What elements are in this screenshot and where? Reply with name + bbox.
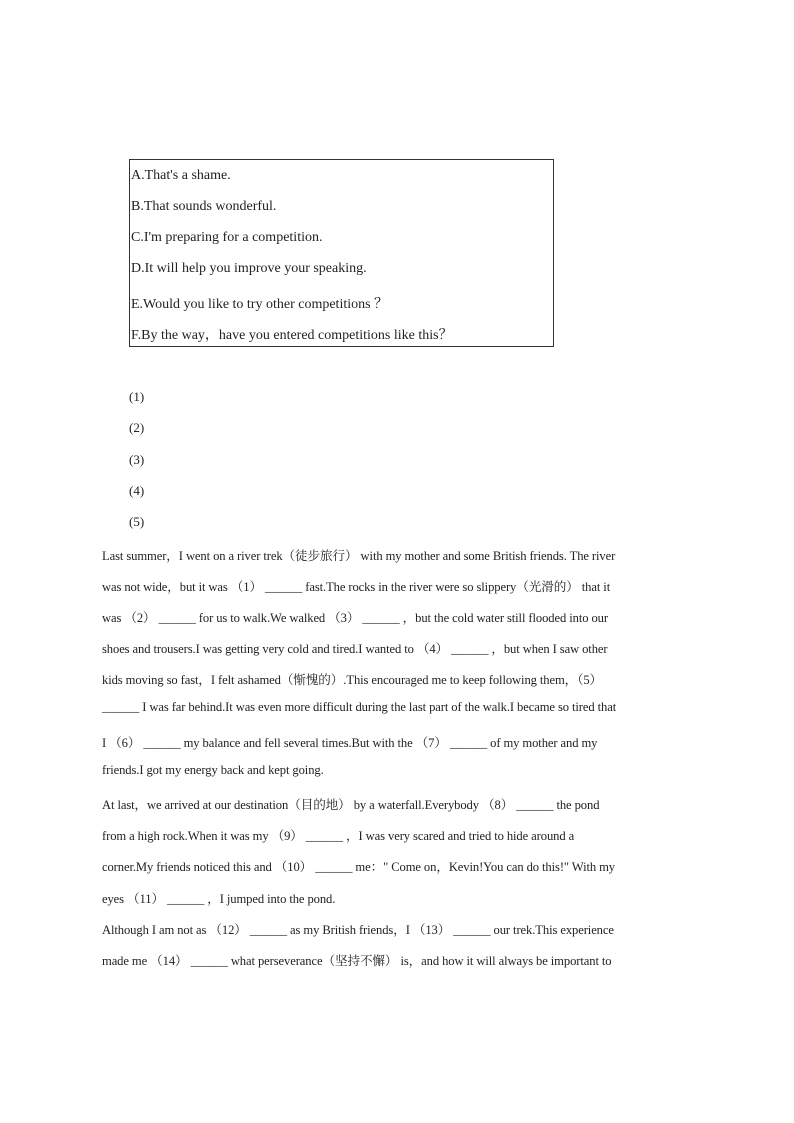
passage-line: Last summer，I went on a river trek（徒步旅行） with my mother and some British friends. The river — [102, 549, 616, 563]
passage-line: Although I am not as （12） ______ as my British friends，I （13） ______ our trek.This experience — [102, 923, 614, 937]
answer-blank-3: (3) — [129, 452, 145, 467]
answer-blank-4: (4) — [129, 483, 145, 498]
passage-line: made me （14） ______ what perseverance（坚持不懈） is，and how it will always be important to — [102, 954, 612, 968]
passage-line: from a high rock.When it was my （9） ______ ，I was very scared and tried to hide around a — [102, 829, 575, 843]
option-f: F.By the way，have you entered competitions like this？ — [131, 328, 453, 343]
answer-blank-2: (2) — [129, 420, 145, 435]
option-e: E.Would you like to try other competitions ？ — [131, 297, 389, 312]
passage-line: corner.My friends noticed this and （10） ______ me：" Come on，Kevin!You can do this!" With my — [102, 860, 615, 874]
passage-line: was not wide，but it was （1） ______ fast.The rocks in the river were so slippery（光滑的） that it — [102, 580, 611, 594]
options-box — [129, 159, 554, 347]
passage-line: At last，we arrived at our destination（目的地） by a waterfall.Everybody （8） ______ the pond — [102, 798, 600, 812]
passage-line: kids moving so fast，I felt ashamed（惭愧的）.This encouraged me to keep following them，（5） — [102, 673, 603, 687]
passage-line: shoes and trousers.I was getting very cold and tired.I wanted to （4） ______ ，but when I saw other — [102, 642, 608, 656]
answer-blank-5: (5) — [129, 514, 145, 529]
passage-line: ______ I was far behind.It was even more difficult during the last part of the walk.I became so tired that — [102, 700, 617, 714]
passage-line: I （6） ______ my balance and fell several times.But with the （7） ______ of my mother and my — [102, 736, 598, 750]
option-a: A.That's a shame. — [131, 168, 231, 183]
passage-line: friends.I got my energy back and kept going. — [102, 763, 324, 777]
option-c: C.I'm preparing for a competition. — [131, 230, 323, 245]
option-d: D.It will help you improve your speaking. — [131, 261, 367, 276]
option-b: B.That sounds wonderful. — [131, 199, 277, 214]
passage-line: eyes （11） ______ ，I jumped into the pond. — [102, 892, 336, 906]
answer-blank-1: (1) — [129, 389, 145, 404]
passage-line: was （2） ______ for us to walk.We walked （3） ______ ，but the cold water still flooded into our — [102, 611, 608, 625]
